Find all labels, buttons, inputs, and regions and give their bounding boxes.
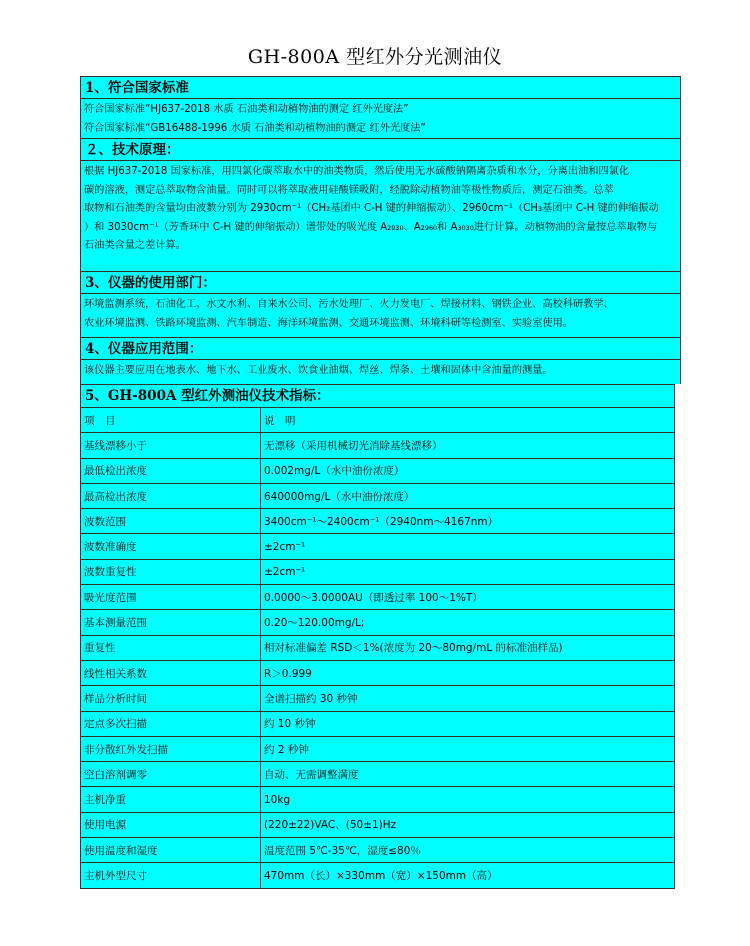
spec-value-cell: 说 明 <box>261 408 675 433</box>
spec-value-cell: 3400cm⁻¹～2400cm⁻¹（2940nm～4167nm） <box>261 509 675 534</box>
spec-value-cell: 全谱扫描约 30 秒钟 <box>261 686 675 711</box>
spec-row <box>81 686 675 711</box>
spec-value-cell: 640000mg/L（水中油份浓度） <box>261 483 675 508</box>
section-heading: 1、符合国家标准 <box>80 76 681 98</box>
spec-row <box>81 787 675 812</box>
spec-item-cell: 空白溶剂调零 <box>81 762 261 787</box>
spec-item-cell: 基本测量范围 <box>81 610 261 635</box>
section-text-line: 该仪器主要应用在地表水、地下水、工业废水、饮食业油烟、焊丝、焊条、土壤和固体中含油量的测量。 <box>84 365 553 376</box>
spec-item-cell: 波数范围 <box>81 509 261 534</box>
spec-item-cell: 重复性 <box>81 635 261 660</box>
section-text-line: 符合国家标准“HJ637-2018 水质 石油类和动植物油的测定 红外光度法” <box>84 104 409 115</box>
spec-item-cell: 线性相关系数 <box>81 660 261 685</box>
section-text-line: 符合国家标准“GB16488-1996 水质 石油类和动植物油的测定 红外光度法” <box>84 122 426 134</box>
spec-value-cell: R＞0.999 <box>261 660 675 685</box>
spec-value-cell: 约 2 秒钟 <box>261 736 675 761</box>
section-text-line: 根据 HJ637-2018 国家标准，用四氯化碳萃取水中的油类物质，然后使用无水硫酸钠隔离杂质和水分，分离出油和四氯化 <box>84 166 629 177</box>
spec-value-cell: 470mm（长）×330mm（宽）×150mm（高） <box>261 863 675 888</box>
section-text-line: 取物和石油类的含量均由波数分别为 2930cm⁻¹（CH₂基团中 C-H 键的伸缩振动）、2960cm⁻¹（CH₃基团中 C-H 键的伸缩振动 <box>84 203 659 214</box>
section-text-line: 石油类含量之差计算。 <box>84 240 186 251</box>
spec-header-row <box>81 408 675 433</box>
spec-row <box>81 483 675 508</box>
section-body <box>80 293 681 337</box>
spec-value-cell: ±2cm⁻¹ <box>261 534 675 559</box>
section-text-line: 环境监测系统，石油化工、水文水利、自来水公司、污水处理厂、火力发电厂、焊接材料、钢铁企业、高校科研教学、 <box>84 299 614 310</box>
spec-row <box>81 458 675 483</box>
spec-row <box>81 762 675 787</box>
spec-row <box>81 585 675 610</box>
spec-row <box>81 711 675 736</box>
spec-row <box>81 660 675 685</box>
spec-value-cell: 0.0000～3.0000AU（即透过率 100～1%T） <box>261 585 675 610</box>
spec-item-cell: 使用温度和湿度 <box>81 838 261 863</box>
spec-table <box>80 407 675 889</box>
spec-item-cell: 最低检出浓度 <box>81 458 261 483</box>
spec-value-cell: (220±22)VAC、(50±1)Hz <box>261 812 675 837</box>
sections-container <box>80 76 681 384</box>
document-title: GH-800A 型红外分光测油仪 <box>247 46 503 68</box>
spec-value-cell: 温度范围 5℃-35℃，湿度≤80％ <box>261 838 675 863</box>
spec-item-cell: 项 目 <box>81 408 261 433</box>
section-text-line: 农业环境监测、铁路环境监测、汽车制造、海洋环境监测、交通环境监测、环境科研等检测室、实验室使用。 <box>84 317 573 329</box>
spec-value-cell: 自动、无需调整满度 <box>261 762 675 787</box>
spec-item-cell: 吸光度范围 <box>81 585 261 610</box>
document-body <box>80 76 681 889</box>
section-heading: ２、技术原理： <box>80 138 681 160</box>
spec-item-cell: 使用电源 <box>81 812 261 837</box>
spec-item-cell: 基线漂移小于 <box>81 433 261 458</box>
spec-row <box>81 812 675 837</box>
spec-value-cell: 相对标准偏差 RSD＜1%(浓度为 20～80mg/mL 的标准油样品) <box>261 635 675 660</box>
spec-value-cell: 10kg <box>261 787 675 812</box>
spec-item-cell: 非分散红外发扫描 <box>81 736 261 761</box>
spec-item-cell: 最高检出浓度 <box>81 483 261 508</box>
spec-value-cell: 约 10 秒钟 <box>261 711 675 736</box>
section-heading: 4、仪器应用范围： <box>80 337 681 359</box>
spec-value-cell: 无漂移（采用机械切光消除基线漂移） <box>261 433 675 458</box>
spec-row <box>81 635 675 660</box>
spec-item-cell: 样品分析时间 <box>81 686 261 711</box>
section-body <box>80 98 681 138</box>
section-text-line: ）和 3030cm⁻¹（芳香环中 C-H 键的伸缩振动）谱带处的吸光度 A₂₉₃₀、A₂₉₆₀和 A₃₀₃₀进行计算。动植物油的含量按总萃取物与 <box>84 221 658 233</box>
spec-item-cell: 定点多次扫描 <box>81 711 261 736</box>
spec-value-cell: 0.002mg/L（水中油份浓度） <box>261 458 675 483</box>
spec-item-cell: 主机外型尺寸 <box>81 863 261 888</box>
section-text-line: 碳的溶液，测定总萃取物含油量。同时可以将萃取液用硅酸镁吸附，经脱除动植物油等极性物质后，测定石油类。总萃 <box>84 184 614 196</box>
spec-heading: 5、GH-800A 型红外测油仪技术指标： <box>80 384 675 407</box>
spec-item-cell: 主机净重 <box>81 787 261 812</box>
spec-row <box>81 559 675 584</box>
spec-row <box>81 509 675 534</box>
spec-row <box>81 534 675 559</box>
spec-row <box>81 610 675 635</box>
spec-row <box>81 863 675 888</box>
spec-item-cell: 波数准确度 <box>81 534 261 559</box>
spec-value-cell: 0.20～120.00mg/L; <box>261 610 675 635</box>
section-body <box>80 359 681 384</box>
section-body <box>80 160 681 271</box>
spec-row <box>81 838 675 863</box>
section-heading: 3、仪器的使用部门： <box>80 271 681 293</box>
spec-item-cell: 波数重复性 <box>81 559 261 584</box>
spec-value-cell: ±2cm⁻¹ <box>261 559 675 584</box>
spec-row <box>81 433 675 458</box>
spec-row <box>81 736 675 761</box>
